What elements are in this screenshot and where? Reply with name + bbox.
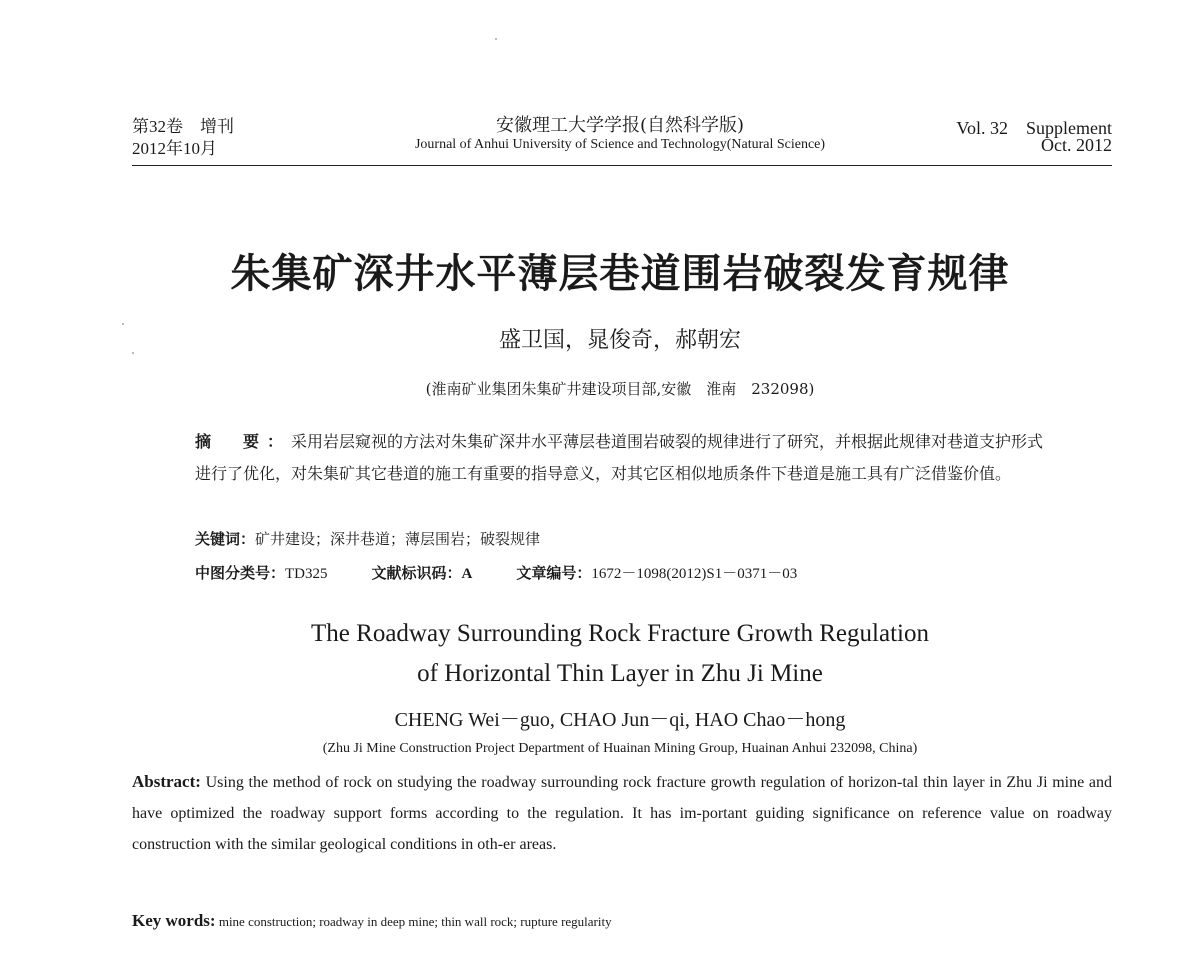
scan-speck (122, 323, 124, 325)
keywords-cn-text: 矿井建设；深井巷道；薄层围岩；破裂规律 (255, 530, 541, 548)
scan-speck (495, 38, 497, 40)
paper-title-en-line1: The Roadway Surrounding Rock Fracture Growth Regulation (311, 620, 929, 647)
paper-title-en-line2: of Horizontal Thin Layer in Zhu Ji Mine (417, 660, 823, 687)
abstract-en (132, 766, 1112, 860)
classification-line (195, 562, 797, 583)
paper-title-cn: 朱集矿深井水平薄层巷道围岩破裂发育规律 (230, 250, 1010, 297)
doc-code-label: 文献标识码： (371, 564, 462, 582)
authors-en: CHENG Wei－guo, CHAO Jun－qi, HAO Chao－hong (394, 709, 846, 731)
affiliation-cn: (淮南矿业集团朱集矿井建设项目部,安徽 淮南 232098) (425, 380, 815, 398)
clc-label: 中图分类号： (195, 564, 286, 582)
keywords-en (132, 911, 612, 931)
clc-value: TD325 (285, 566, 328, 582)
article-no-value: 1672－1098(2012)S1－0371－03 (591, 566, 798, 582)
abstract-en-text: Using the method of rock on studying the roadway surrounding rock fracture growth regulation of horizon-tal thin layer in Zhu Ji mine and have optimized the roadway support forms according to the regulation. It has im-portant guiding significance on reference value on roadway construction with the similar geological conditions in oth-er areas. (132, 774, 1112, 853)
header-date-cn: 2012年10月 (132, 139, 217, 158)
journal-title-cn: 安徽理工大学学报(自然科学版) (495, 115, 745, 136)
header-date-en: Oct. 2012 (1041, 135, 1112, 155)
header-volume-cn: 第32卷 增刊 (132, 117, 234, 136)
abstract-cn (195, 426, 1055, 490)
authors-cn: 盛卫国，晁俊奇，郝朝宏 (498, 328, 741, 353)
header-volume-en: Vol. 32 Supplement (956, 118, 1112, 138)
doc-code-value: A (461, 566, 473, 582)
header-divider (132, 165, 1112, 166)
abstract-cn-text: 采用岩层窥视的方法对朱集矿深井水平薄层巷道围岩破裂的规律进行了研究，并根据此规律对巷道支护形式进行了优化，对朱集矿其它巷道的施工有重要的指导意义，对其它区相似地质条件下巷道是施工具有广泛借鉴价值。 (195, 432, 1044, 483)
keywords-en-label: Key words: (132, 911, 216, 930)
keywords-en-text: mine construction; roadway in deep mine; thin wall rock; rupture regularity (215, 914, 612, 929)
article-no-label: 文章编号： (516, 564, 592, 582)
keywords-cn (195, 528, 540, 549)
journal-title-en: Journal of Anhui University of Science and Technology(Natural Science) (414, 137, 826, 152)
affiliation-en: (Zhu Ji Mine Construction Project Department of Huainan Mining Group, Huainan Anhui 232098, China) (322, 741, 918, 756)
keywords-cn-label: 关键词： (195, 530, 256, 548)
scan-speck (132, 352, 134, 354)
abstract-cn-label: 摘 要： (195, 432, 292, 451)
abstract-en-label: Abstract: (132, 772, 201, 791)
